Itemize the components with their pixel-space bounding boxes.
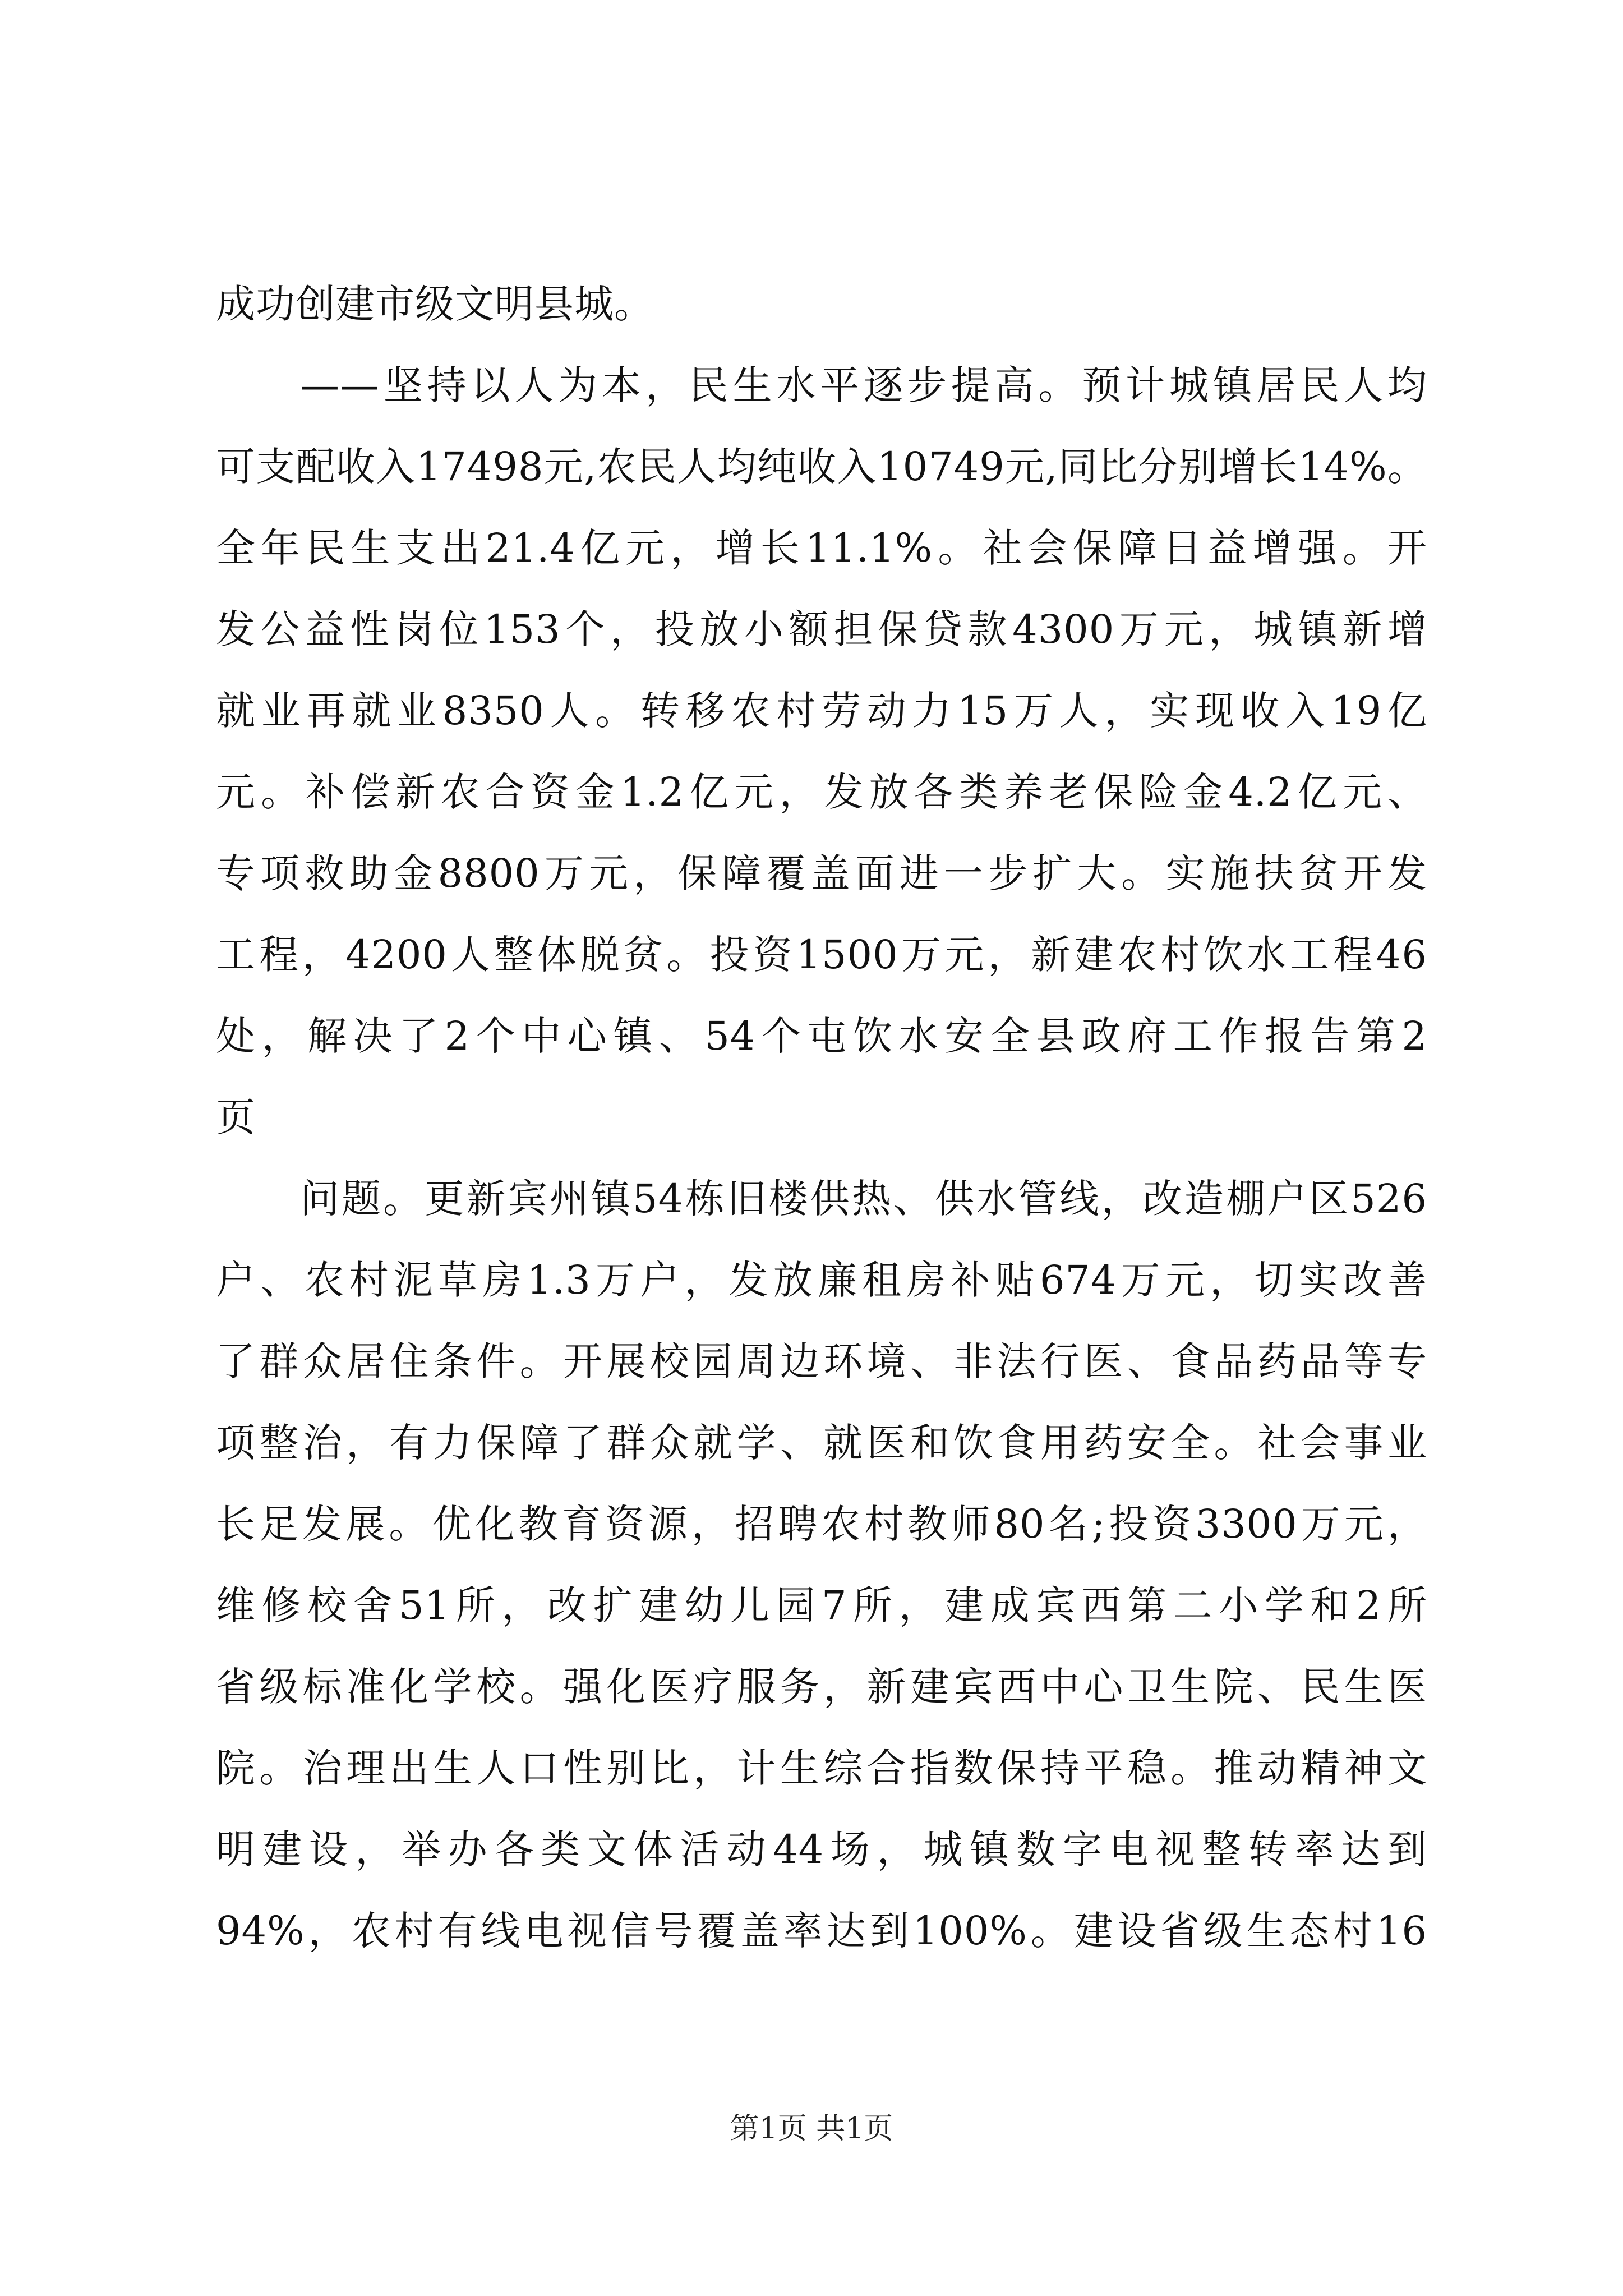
paragraph-start-line: 问题。更新宾州镇54栋旧楼供热、供水管线，改造棚户区526	[300, 1176, 1427, 1222]
text-line: 省级标准化学校。强化医疗服务，新建宾西中心卫生院、民生医	[216, 1664, 1427, 1710]
text-line: 可支配收入17498元,农民人均纯收入10749元,同比分别增长14%。	[216, 444, 1427, 490]
text-line: 元。补偿新农合资金1.2亿元，发放各类养老保险金4.2亿元、	[216, 769, 1427, 815]
text-line: 了群众居住条件。开展校园周边环境、非法行医、食品药品等专	[216, 1338, 1427, 1384]
text-line: 成功创建市级文明县城。	[216, 281, 654, 327]
body-text	[216, 264, 1427, 1972]
text-line: 就业再就业8350人。转移农村劳动力15万人，实现收入19亿	[216, 688, 1427, 734]
text-line: 长足发展。优化教育资源，招聘农村教师80名;投资3300万元，	[216, 1501, 1427, 1547]
text-line: 工程，4200人整体脱贫。投资1500万元，新建农村饮水工程46	[216, 932, 1427, 978]
text-line: 项整治，有力保障了群众就学、就医和饮食用药安全。社会事业	[216, 1420, 1427, 1466]
text-line: 专项救助金8800万元，保障覆盖面进一步扩大。实施扶贫开发	[216, 850, 1427, 896]
text-line: 处，解决了2个中心镇、54个屯饮水安全县政府工作报告第2	[216, 1013, 1427, 1059]
text-line: 94%，农村有线电视信号覆盖率达到100%。建设省级生态村16	[216, 1908, 1427, 1954]
text-line: 户、农村泥草房1.3万户，发放廉租房补贴674万元，切实改善	[216, 1257, 1427, 1303]
paragraph-start-line: ——坚持以人为本，民生水平逐步提高。预计城镇居民人均	[300, 362, 1427, 408]
page-footer: 第1页 共1页	[730, 2112, 893, 2146]
text-line: 全年民生支出21.4亿元，增长11.1%。社会保障日益增强。开	[216, 525, 1427, 571]
text-line: 院。治理出生人口性别比，计生综合指数保持平稳。推动精神文	[216, 1745, 1427, 1791]
text-line: 维修校舍51所，改扩建幼儿园7所，建成宾西第二小学和2所	[216, 1582, 1427, 1628]
text-line: 明建设，举办各类文体活动44场，城镇数字电视整转率达到	[216, 1826, 1427, 1872]
text-line: 页	[216, 1094, 256, 1140]
text-line: 发公益性岗位153个，投放小额担保贷款4300万元，城镇新增	[216, 606, 1427, 652]
